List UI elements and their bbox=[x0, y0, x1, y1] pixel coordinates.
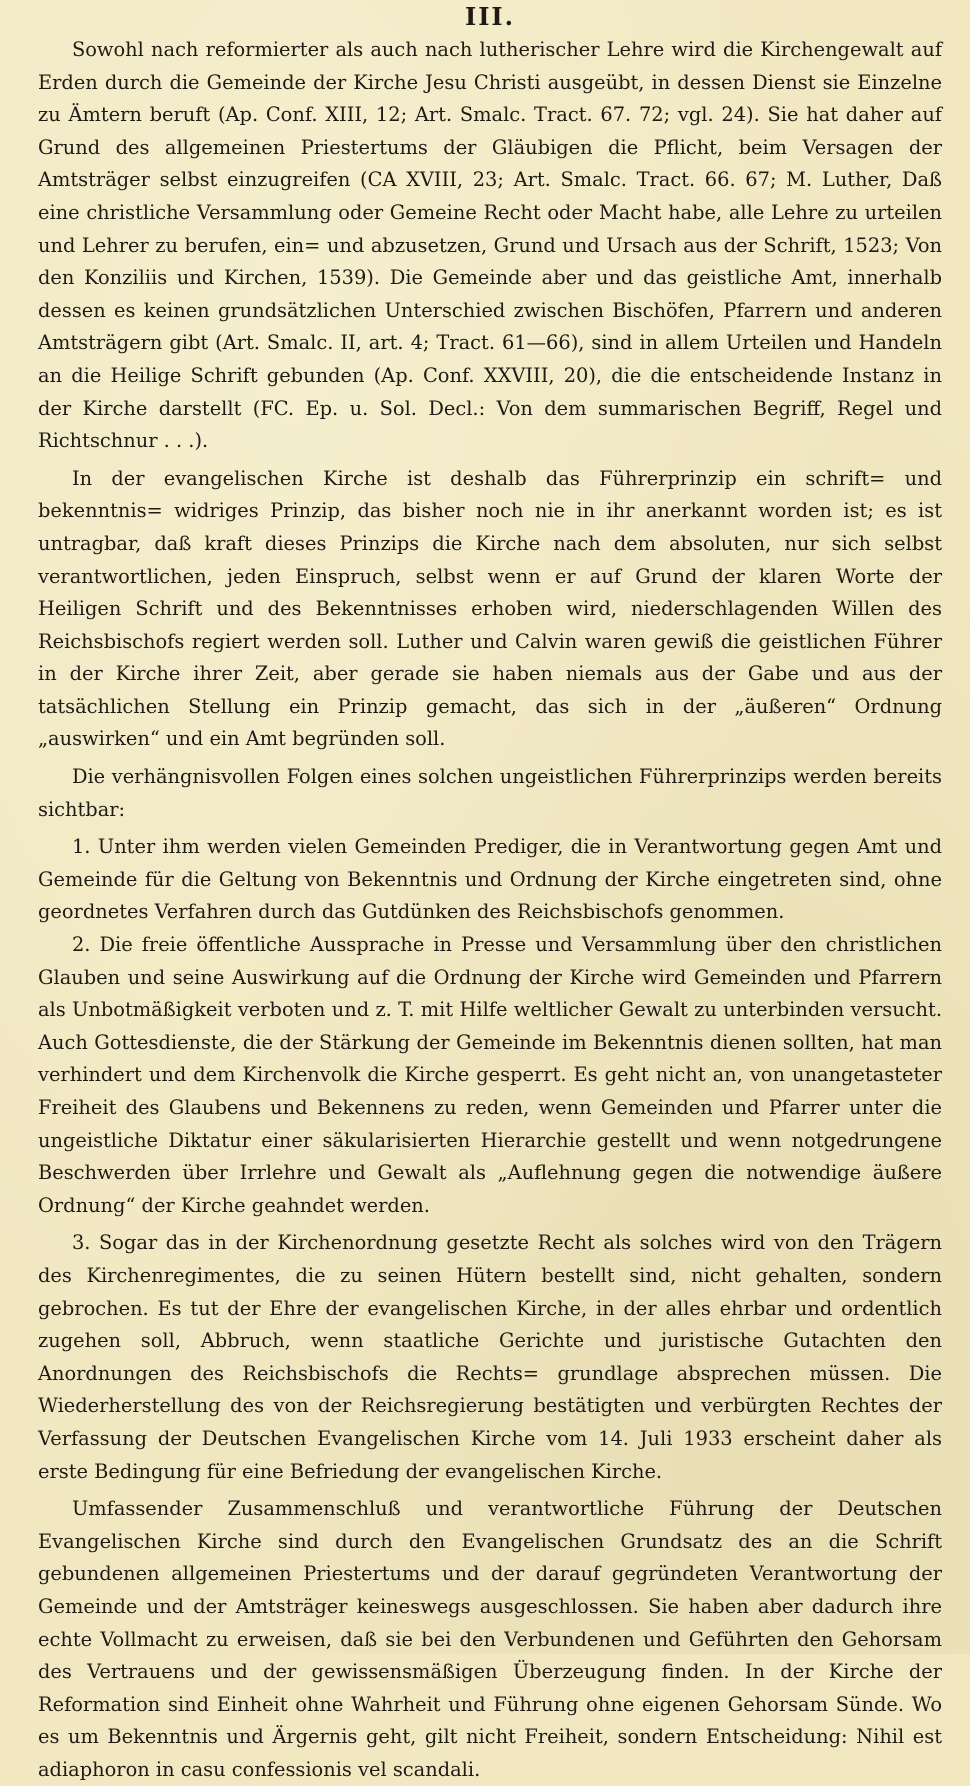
paragraph-consequences-intro: Die verhängnisvollen Folgen eines solchen ungeistlichen Führerprinzips werden bereits sichtbar: bbox=[38, 765, 942, 821]
list-item-3: 3. Sogar das in der Kirchenordnung gesetzte Recht als solches wird von den Trägern des Kirchenregimentes, die zu seinen Hütern bestellt sind, nicht gehalten, sondern gebrochen. Es tut der Ehre der evangelischen Kirche, in der alles ehrbar und ordentlich zugehen soll, Abbruch, wenn staatliche Gerichte und juristische Gutachten den Anordnungen des Reichsbischofs die Rechts= grundlage absprechen müssen. Die Wiederherstellung des von der Reichsregierung bestätigten und verbürgten Rechtes der Verfassung der Deutschen Evangelischen Kirche vom 14. Juli 1933 erscheint daher als erste Bedingung für eine Befriedung der evangelischen Kirche. bbox=[38, 1231, 942, 1483]
section-heading: III. bbox=[464, 2, 516, 31]
paragraph-conclusion: Umfassender Zusammenschluß und verantwortliche Führung der Deutschen Evangelischen Kirche sind durch den Evangelischen Grundsatz des an die Schrift gebundenen allgemeinen Priestertums und der darauf gegründeten Verantwortung der Gemeinde und der Amtsträger keineswegs ausgeschlossen. Sie haben aber dadurch ihre echte Vollmacht zu erweisen, daß sie bei den Verbundenen und Geführten den Gehorsam des Vertrauens und der gewissensmäßigen Überzeugung finden. In der Kirche der Reformation sind Einheit ohne Wahrheit und Führung ohne eigenen Gehorsam Sünde. Wo es um Bekenntnis und Ärgernis geht, gilt nicht Freiheit, sondern Entscheidung: Nihil est adiaphoron in casu confessionis vel scandali. bbox=[38, 1497, 942, 1781]
paragraph-fuehrerprinzip: In der evangelischen Kirche ist deshalb das Führerprinzip ein schrift= und bekenntnis= widriges Prinzip, das bisher noch nie in ihr anerkannt worden ist; es ist untragbar, daß kraft dieses Prinzips die Kirche nach dem absoluten, nur sich selbst verantwortlichen, jeden Einspruch, selbst wenn er auf Grund der klaren Worte der Heiligen Schrift und des Bekenntnisses erhoben wird, niederschlagenden Willen des Reichsbischofs regiert werden soll. Luther und Calvin waren gewiß die geistlichen Führer in der Kirche ihrer Zeit, aber gerade sie haben niemals aus der Gabe und aus der tatsächlichen Stellung ein Prinzip gemacht, das sich in der „äußeren“ Ordnung „auswirken“ und ein Amt begründen soll. bbox=[38, 466, 942, 751]
paragraph-church-authority: Sowohl nach reformierter als auch nach lutherischer Lehre wird die Kirchengewalt auf Erden durch die Gemeinde der Kirche Jesu Christi ausgeübt, in dessen Dienst sie Einzelne zu Ämtern beruft (Ap. Conf. XIII, 12; Art. Smalc. Tract. 67. 72; vgl. 24). Sie hat daher auf Grund des allgemeinen Priestertums der Gläubigen die Pflicht, beim Versagen der Amtsträger selbst einzugreifen (CA XVIII, 23; Art. Smalc. Tract. 66. 67; M. Luther, Daß eine christliche Versammlung oder Gemeine Recht oder Macht habe, alle Lehre zu urteilen und Lehrer zu berufen, ein= und abzusetzen, Grund und Ursach aus der Schrift, 1523; Von den Konziliis und Kirchen, 1539). Die Gemeinde aber und das geistliche Amt, innerhalb dessen es keinen grundsätzlichen Unterschied zwischen Bischöfen, Pfarrern und anderen Amtsträgern gibt (Art. Smalc. II, art. 4; Tract. 61—66), sind in allem Urteilen und Handeln an die Heilige Schrift gebunden (Ap. Conf. XXVIII, 20), die die entscheidende Instanz in der Kirche darstellt (FC. Ep. u. Sol. Decl.: Von dem summarischen Begriff, Regel und Richtschnur . . .). bbox=[38, 38, 942, 453]
list-item-1: 1. Unter ihm werden vielen Gemeinden Prediger, die in Verantwortung gegen Amt und Gemeinde für die Geltung von Bekenntnis und Ordnung der Kirche eingetreten sind, ohne geordnetes Verfahren durch das Gutdünken des Reichsbischofs genommen. bbox=[38, 835, 942, 924]
list-item-2: 2. Die freie öffentliche Aussprache in Presse und Versammlung über den christlichen Glauben und seine Auswirkung auf die Ordnung der Kirche wird Gemeinden und Pfarrern als Unbotmäßigkeit verboten und z. T. mit Hilfe weltlicher Gewalt zu unterbinden versucht. Auch Gottesdienste, die der Stärkung der Gemeinde im Bekenntnis dienen sollten, hat man verhindert und dem Kirchenvolk die Kirche gesperrt. Es geht nicht an, von unangetasteter Freiheit des Glaubens und Bekennens zu reden, wenn Gemeinden und Pfarrer unter die ungeistliche Diktatur einer säkularisierten Hierarchie gestellt und wenn notgedrungene Beschwerden über Irrlehre und Gewalt als „Auflehnung gegen die notwendige äußere Ordnung“ der Kirche geahndet werden. bbox=[38, 933, 942, 1217]
